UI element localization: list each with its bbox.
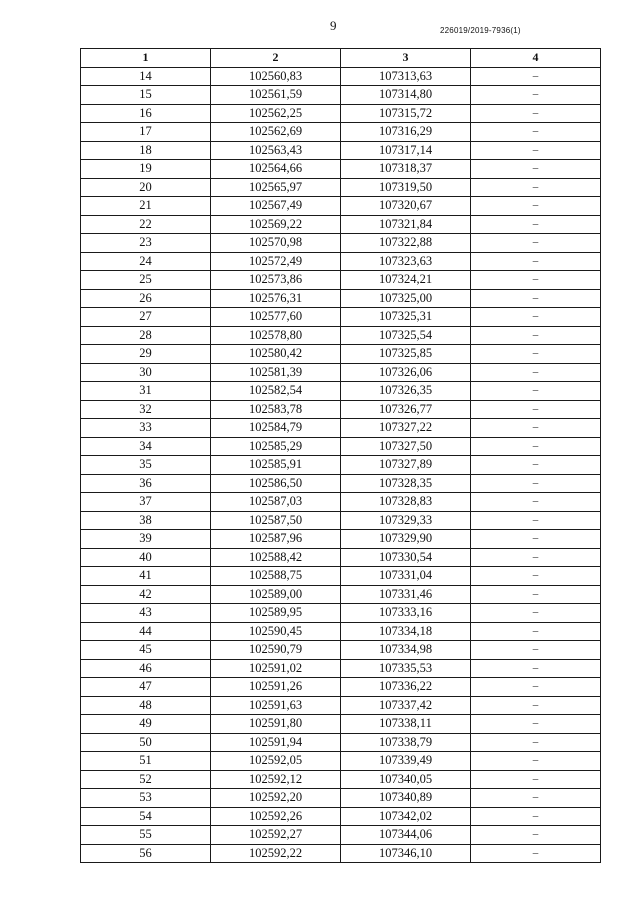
y-coordinate-cell: 107325,00 [341,289,471,308]
x-coordinate-cell: 102589,95 [211,604,341,623]
point-number-cell: 15 [81,86,211,105]
point-number-cell: 14 [81,67,211,86]
table-row [81,197,601,216]
x-coordinate-cell: 102591,94 [211,733,341,752]
x-coordinate-cell: 102591,63 [211,696,341,715]
note-cell: – [471,382,601,401]
table-row [81,659,601,678]
table-row [81,400,601,419]
table-row [81,715,601,734]
note-cell: – [471,252,601,271]
y-coordinate-cell: 107338,11 [341,715,471,734]
note-cell: – [471,807,601,826]
y-coordinate-cell: 107327,22 [341,419,471,438]
table-row [81,419,601,438]
point-number-cell: 26 [81,289,211,308]
point-number-cell: 32 [81,400,211,419]
point-number-cell: 45 [81,641,211,660]
y-coordinate-cell: 107334,18 [341,622,471,641]
y-coordinate-cell: 107329,90 [341,530,471,549]
column-header-1: 1 [81,49,211,68]
y-coordinate-cell: 107330,54 [341,548,471,567]
table-row [81,382,601,401]
table-row [81,86,601,105]
y-coordinate-cell: 107338,79 [341,733,471,752]
x-coordinate-cell: 102587,50 [211,511,341,530]
y-coordinate-cell: 107340,89 [341,789,471,808]
y-coordinate-cell: 107326,77 [341,400,471,419]
y-coordinate-cell: 107325,54 [341,326,471,345]
note-cell: – [471,160,601,179]
table-row [81,530,601,549]
note-cell: – [471,400,601,419]
y-coordinate-cell: 107335,53 [341,659,471,678]
table-row [81,493,601,512]
table-row [81,437,601,456]
y-coordinate-cell: 107327,89 [341,456,471,475]
x-coordinate-cell: 102576,31 [211,289,341,308]
point-number-cell: 51 [81,752,211,771]
note-cell: – [471,696,601,715]
note-cell: – [471,419,601,438]
point-number-cell: 40 [81,548,211,567]
x-coordinate-cell: 102565,97 [211,178,341,197]
x-coordinate-cell: 102572,49 [211,252,341,271]
table-row [81,123,601,142]
note-cell: – [471,604,601,623]
x-coordinate-cell: 102569,22 [211,215,341,234]
y-coordinate-cell: 107319,50 [341,178,471,197]
x-coordinate-cell: 102592,12 [211,770,341,789]
table-row [81,826,601,845]
table-row [81,178,601,197]
point-number-cell: 53 [81,789,211,808]
table-row [81,271,601,290]
table-header-row [81,49,601,68]
point-number-cell: 22 [81,215,211,234]
x-coordinate-cell: 102590,45 [211,622,341,641]
x-coordinate-cell: 102562,69 [211,123,341,142]
table-row [81,622,601,641]
table-row [81,308,601,327]
point-number-cell: 30 [81,363,211,382]
table-row [81,844,601,863]
column-header-2: 2 [211,49,341,68]
x-coordinate-cell: 102592,05 [211,752,341,771]
y-coordinate-cell: 107331,04 [341,567,471,586]
x-coordinate-cell: 102587,96 [211,530,341,549]
point-number-cell: 43 [81,604,211,623]
point-number-cell: 47 [81,678,211,697]
y-coordinate-cell: 107323,63 [341,252,471,271]
x-coordinate-cell: 102573,86 [211,271,341,290]
x-coordinate-cell: 102584,79 [211,419,341,438]
table-row [81,289,601,308]
x-coordinate-cell: 102583,78 [211,400,341,419]
table-row [81,234,601,253]
note-cell: – [471,141,601,160]
x-coordinate-cell: 102560,83 [211,67,341,86]
x-coordinate-cell: 102592,26 [211,807,341,826]
table-row [81,696,601,715]
x-coordinate-cell: 102582,54 [211,382,341,401]
y-coordinate-cell: 107328,35 [341,474,471,493]
note-cell: – [471,548,601,567]
note-cell: – [471,308,601,327]
point-number-cell: 46 [81,659,211,678]
y-coordinate-cell: 107315,72 [341,104,471,123]
x-coordinate-cell: 102563,43 [211,141,341,160]
y-coordinate-cell: 107328,83 [341,493,471,512]
note-cell: – [471,178,601,197]
point-number-cell: 38 [81,511,211,530]
y-coordinate-cell: 107324,21 [341,271,471,290]
note-cell: – [471,289,601,308]
note-cell: – [471,456,601,475]
table-row [81,160,601,179]
table-row [81,585,601,604]
y-coordinate-cell: 107329,33 [341,511,471,530]
point-number-cell: 20 [81,178,211,197]
point-number-cell: 25 [81,271,211,290]
table-row [81,678,601,697]
y-coordinate-cell: 107318,37 [341,160,471,179]
note-cell: – [471,345,601,364]
y-coordinate-cell: 107325,85 [341,345,471,364]
x-coordinate-cell: 102589,00 [211,585,341,604]
y-coordinate-cell: 107317,14 [341,141,471,160]
point-number-cell: 33 [81,419,211,438]
x-coordinate-cell: 102592,22 [211,844,341,863]
note-cell: – [471,752,601,771]
x-coordinate-cell: 102578,80 [211,326,341,345]
y-coordinate-cell: 107340,05 [341,770,471,789]
x-coordinate-cell: 102564,66 [211,160,341,179]
note-cell: – [471,474,601,493]
point-number-cell: 41 [81,567,211,586]
y-coordinate-cell: 107321,84 [341,215,471,234]
y-coordinate-cell: 107322,88 [341,234,471,253]
point-number-cell: 24 [81,252,211,271]
point-number-cell: 19 [81,160,211,179]
point-number-cell: 48 [81,696,211,715]
y-coordinate-cell: 107326,06 [341,363,471,382]
note-cell: – [471,733,601,752]
point-number-cell: 18 [81,141,211,160]
note-cell: – [471,567,601,586]
note-cell: – [471,234,601,253]
x-coordinate-cell: 102586,50 [211,474,341,493]
table-row [81,67,601,86]
table-row [81,104,601,123]
y-coordinate-cell: 107314,80 [341,86,471,105]
y-coordinate-cell: 107337,42 [341,696,471,715]
note-cell: – [471,271,601,290]
note-cell: – [471,67,601,86]
x-coordinate-cell: 102562,25 [211,104,341,123]
point-number-cell: 50 [81,733,211,752]
note-cell: – [471,530,601,549]
note-cell: – [471,86,601,105]
y-coordinate-cell: 107320,67 [341,197,471,216]
note-cell: – [471,659,601,678]
x-coordinate-cell: 102591,80 [211,715,341,734]
y-coordinate-cell: 107331,46 [341,585,471,604]
table-row [81,326,601,345]
point-number-cell: 23 [81,234,211,253]
x-coordinate-cell: 102592,20 [211,789,341,808]
point-number-cell: 27 [81,308,211,327]
x-coordinate-cell: 102592,27 [211,826,341,845]
point-number-cell: 28 [81,326,211,345]
y-coordinate-cell: 107327,50 [341,437,471,456]
page-number: 9 [330,18,337,33]
point-number-cell: 34 [81,437,211,456]
x-coordinate-cell: 102577,60 [211,308,341,327]
y-coordinate-cell: 107344,06 [341,826,471,845]
y-coordinate-cell: 107334,98 [341,641,471,660]
note-cell: – [471,622,601,641]
note-cell: – [471,493,601,512]
point-number-cell: 36 [81,474,211,493]
table-row [81,789,601,808]
note-cell: – [471,585,601,604]
y-coordinate-cell: 107339,49 [341,752,471,771]
point-number-cell: 21 [81,197,211,216]
note-cell: – [471,641,601,660]
note-cell: – [471,770,601,789]
column-header-4: 4 [471,49,601,68]
note-cell: – [471,789,601,808]
x-coordinate-cell: 102570,98 [211,234,341,253]
note-cell: – [471,326,601,345]
point-number-cell: 16 [81,104,211,123]
table-row [81,511,601,530]
x-coordinate-cell: 102585,91 [211,456,341,475]
point-number-cell: 17 [81,123,211,142]
point-number-cell: 52 [81,770,211,789]
x-coordinate-cell: 102588,42 [211,548,341,567]
x-coordinate-cell: 102587,03 [211,493,341,512]
y-coordinate-cell: 107316,29 [341,123,471,142]
column-header-3: 3 [341,49,471,68]
y-coordinate-cell: 107325,31 [341,308,471,327]
table-row [81,770,601,789]
x-coordinate-cell: 102580,42 [211,345,341,364]
table-row [81,548,601,567]
x-coordinate-cell: 102591,02 [211,659,341,678]
table-body [81,67,601,863]
point-number-cell: 37 [81,493,211,512]
point-number-cell: 54 [81,807,211,826]
x-coordinate-cell: 102591,26 [211,678,341,697]
note-cell: – [471,511,601,530]
note-cell: – [471,826,601,845]
note-cell: – [471,678,601,697]
point-number-cell: 35 [81,456,211,475]
x-coordinate-cell: 102581,39 [211,363,341,382]
note-cell: – [471,363,601,382]
point-number-cell: 55 [81,826,211,845]
x-coordinate-cell: 102585,29 [211,437,341,456]
table-row [81,567,601,586]
y-coordinate-cell: 107346,10 [341,844,471,863]
y-coordinate-cell: 107342,02 [341,807,471,826]
x-coordinate-cell: 102588,75 [211,567,341,586]
x-coordinate-cell: 102567,49 [211,197,341,216]
table-row [81,474,601,493]
point-number-cell: 56 [81,844,211,863]
point-number-cell: 29 [81,345,211,364]
point-number-cell: 31 [81,382,211,401]
point-number-cell: 44 [81,622,211,641]
table-row [81,752,601,771]
point-number-cell: 39 [81,530,211,549]
point-number-cell: 49 [81,715,211,734]
point-number-cell: 42 [81,585,211,604]
note-cell: – [471,437,601,456]
table-row [81,363,601,382]
note-cell: – [471,215,601,234]
table-row [81,215,601,234]
note-cell: – [471,844,601,863]
note-cell: – [471,715,601,734]
y-coordinate-cell: 107333,16 [341,604,471,623]
x-coordinate-cell: 102561,59 [211,86,341,105]
note-cell: – [471,123,601,142]
y-coordinate-cell: 107336,22 [341,678,471,697]
x-coordinate-cell: 102590,79 [211,641,341,660]
document-reference: 226019/2019-7936(1) [440,26,521,35]
y-coordinate-cell: 107326,35 [341,382,471,401]
table-row [81,807,601,826]
table-row [81,456,601,475]
table-row [81,345,601,364]
table-row [81,641,601,660]
y-coordinate-cell: 107313,63 [341,67,471,86]
table-row [81,733,601,752]
table-row [81,604,601,623]
table-row [81,252,601,271]
note-cell: – [471,197,601,216]
table-row [81,141,601,160]
coordinates-table [80,48,601,863]
note-cell: – [471,104,601,123]
